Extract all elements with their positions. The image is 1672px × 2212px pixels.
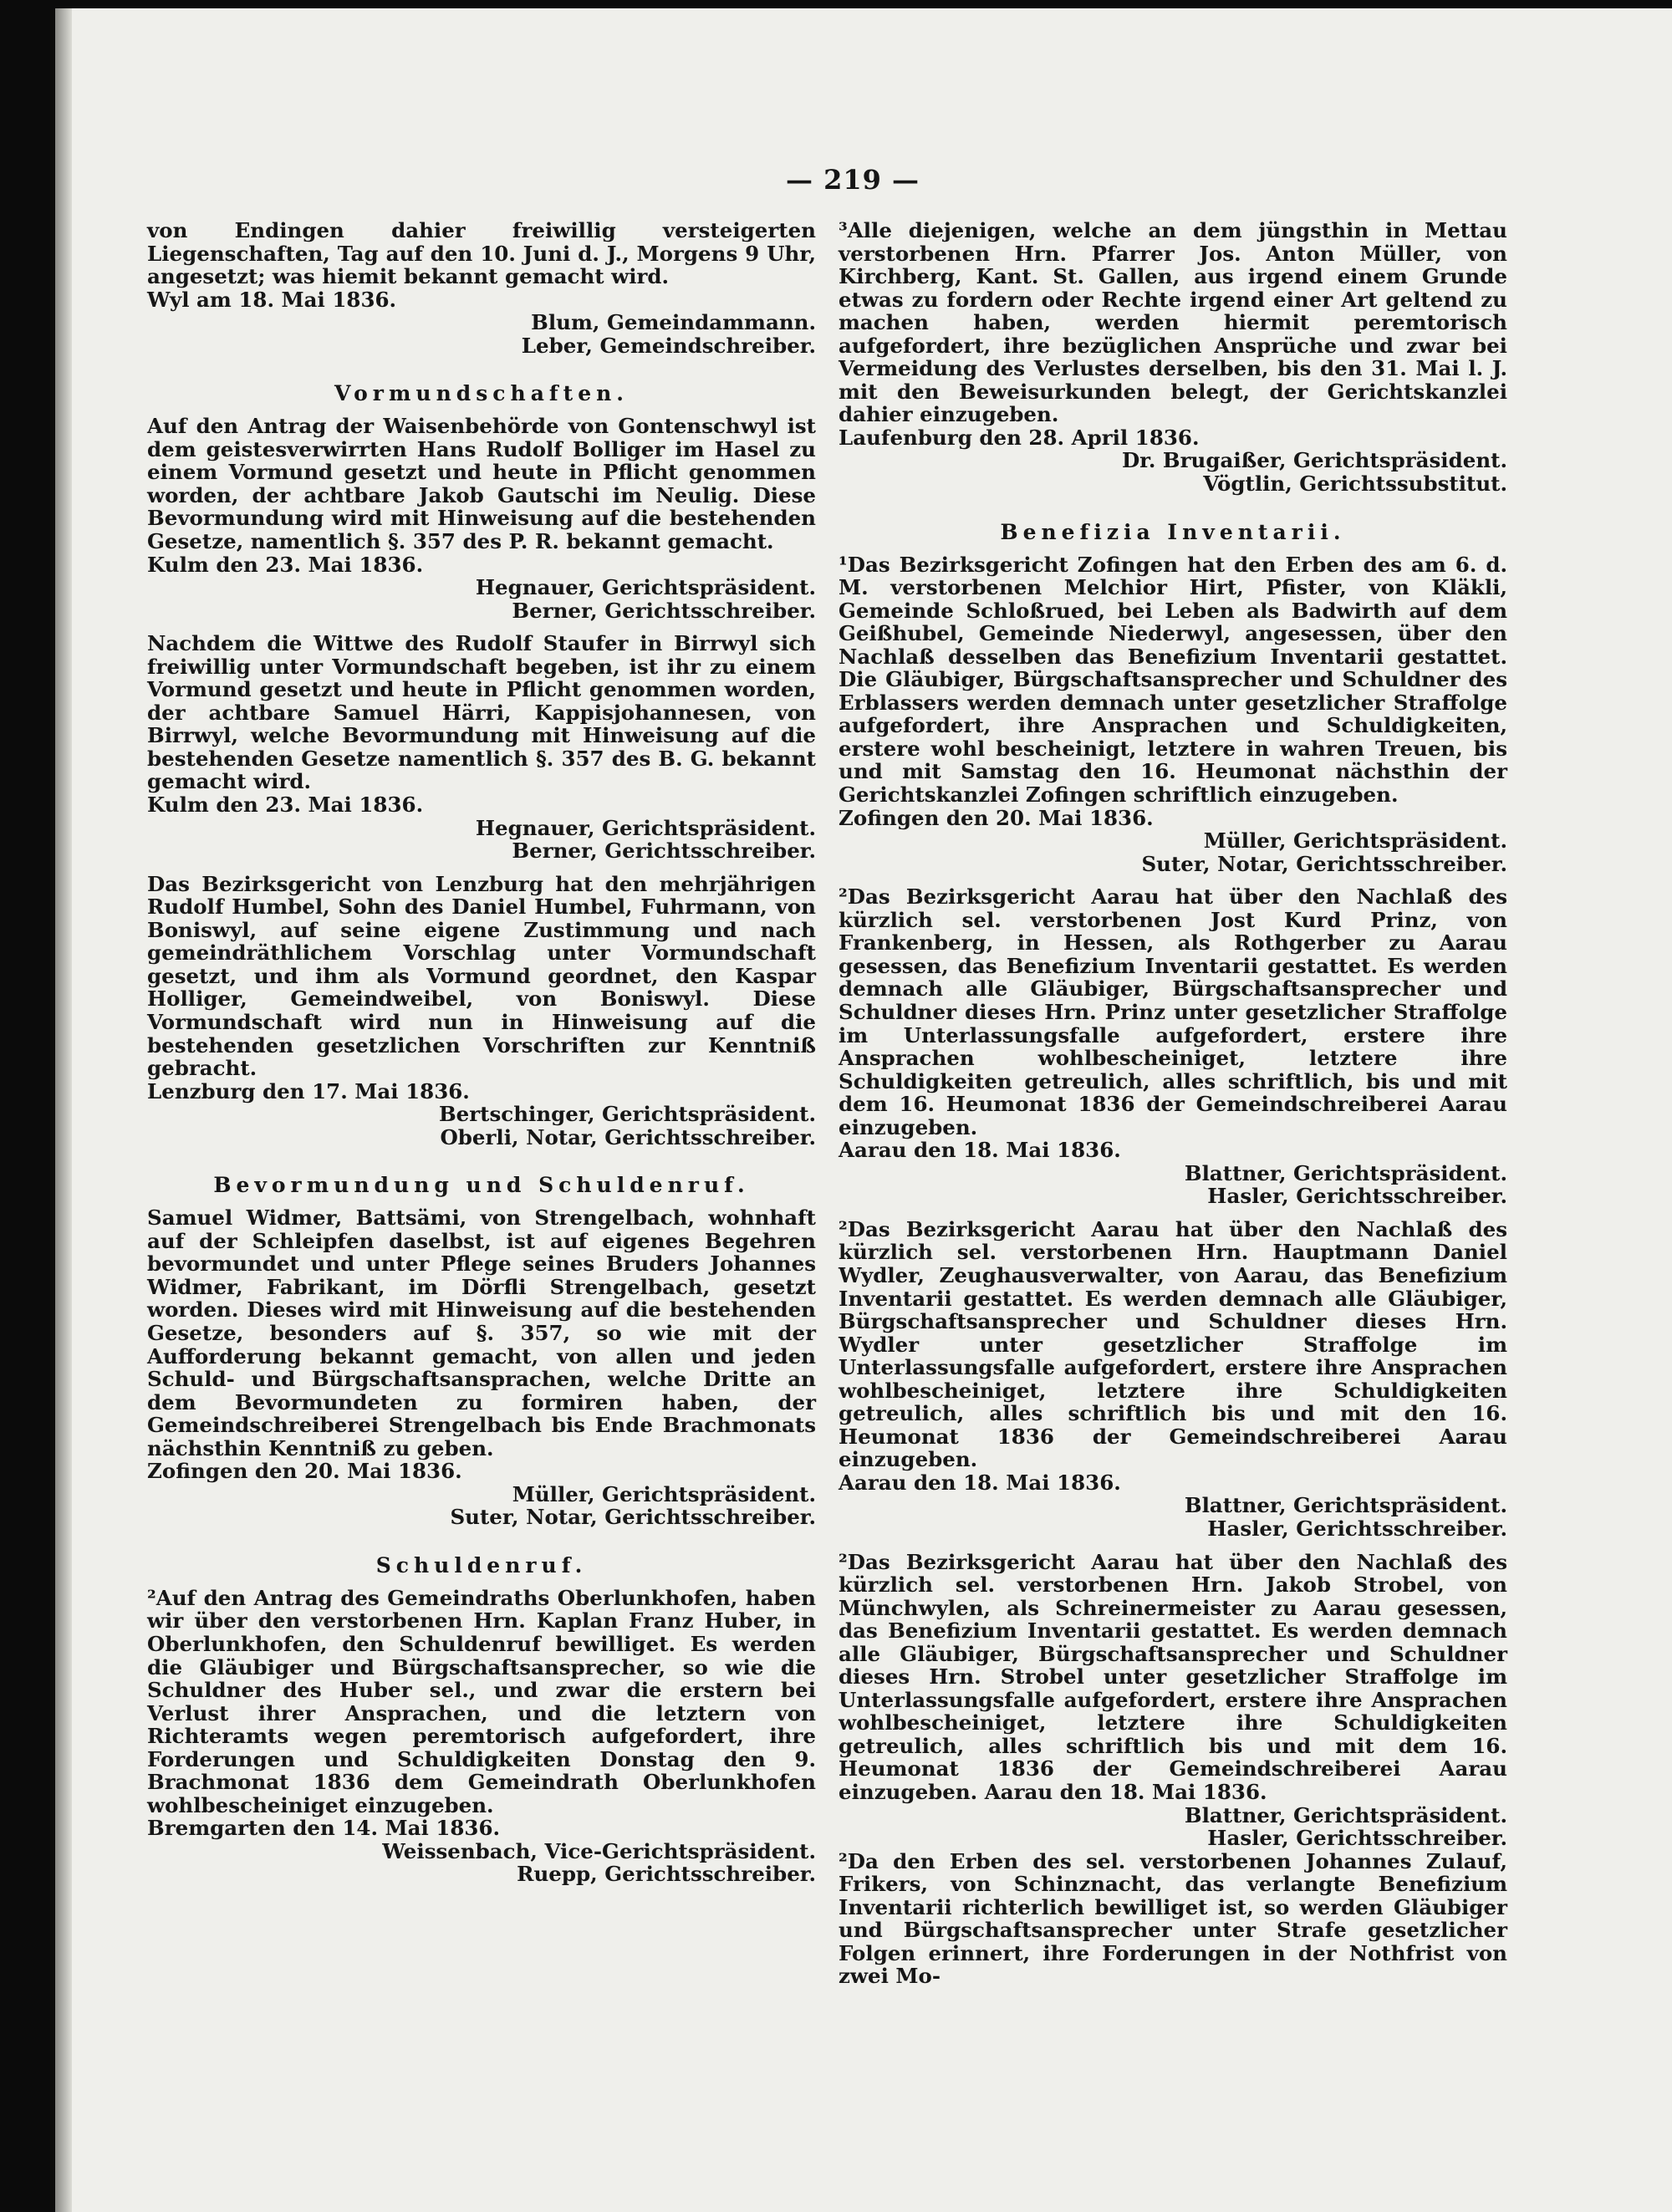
section-heading: Vormundschaften. [334,381,629,406]
notice-paragraph: Zofingen den 20. Mai 1836. [147,1459,462,1484]
right-column [839,219,1507,1988]
signature-line: Blattner, Gerichtspräsident. [1184,1160,1507,1185]
notice-paragraph: ¹Das Bezirksgericht Zofingen hat den Erben des am 6. d. M. verstorbenen Melchior Hirt, Pfister, von Kläkli, Gemeinde Schloßrued, bei Leben als Badwirth auf dem Geißhubel, Gemeinde Niederwyl, angesessen, über den Nachlaß desselben das Benefizium Inventarii gestattet. Die Gläubiger, Bürgschaftsansprecher und Schuldner des Erblassers werden demnach unter gesetzlicher Straffolge aufgefordert, ihre Ansprachen und Schuldigkeiten, erstere wohl bescheinigt, letztere in wahren Treuen, bis und mit Samstag den 16. Heumonat nächsthin der Gerichtskanzlei Zofingen schriftlich einzugeben. [839,552,1507,808]
notice-paragraph: ²Da den Erben des sel. verstorbenen Johannes Zulauf, Frikers, von Schinznacht, das verlangte Benefizium Inventarii richterlich bewilliget ist, so werden Gläubiger und Bürgschaftsansprecher unter Strafe gesetzlicher Folgen erinnert, ihre Forderungen in der Nothfrist von zwei Mo- [839,1848,1507,1989]
page-spine-shadow [55,8,72,2212]
signature-line: Müller, Gerichtspräsident. [1203,828,1507,854]
signature-line: Suter, Notar, Gerichtsschreiber. [450,1505,816,1530]
signature-line: Hasler, Gerichtsschreiber. [1207,1826,1507,1851]
spacer [839,543,1507,553]
signature-line: Oberli, Notar, Gerichtsschreiber. [440,1124,816,1149]
signature-line: Weissenbach, Vice-Gerichtspräsident. [382,1838,816,1863]
newspaper-page [55,8,1672,2212]
notice-paragraph: von Endingen dahier freiwillig versteigerten Liegenschaften, Tag auf den 10. Juni d. J., Morgens 9 Uhr, angesetzt; was hiemit bekannt gemacht wird. [147,218,816,289]
notice-paragraph: ³Alle diejenigen, welche an dem jüngsthin in Mettau verstorbenen Hrn. Pfarrer Jos. Anton Müller, von Kirchberg, Kant. St. Gallen, aus irgend einem Grunde etwas zu fordern oder Rechte irgend einer Art geltend zu machen haben, werden hiermit peremtorisch aufgefordert, ihre bezüglichen Ansprüche und zwar bei Vermeidung des Verlustes derselben, bis den 31. Mai l. J. mit den Beweisurkunden belegt, der Gerichtskanzlei dahier einzugeben. [839,218,1507,427]
spacer [839,1541,1507,1551]
notice-paragraph: Zofingen den 20. Mai 1836. [839,805,1154,830]
section-heading: Schuldenruf. [375,1552,588,1577]
notice-paragraph: Laufenburg den 28. April 1836. [839,425,1200,450]
signature-line: Bertschinger, Gerichtspräsident. [438,1102,816,1127]
signature-line: Blum, Gemeindammann. [531,310,816,335]
spacer [147,863,816,873]
signature-line: Hasler, Gerichtsschreiber. [1207,1516,1507,1541]
notice-paragraph: Kulm den 23. Mai 1836. [147,552,424,577]
signature-line: Hasler, Gerichtsschreiber. [1207,1184,1507,1209]
signature-line: Suter, Notar, Gerichtsschreiber. [1141,851,1507,876]
signature-line: Ruepp, Gerichtsschreiber. [517,1862,816,1887]
notice-paragraph: Wyl am 18. Mai 1836. [147,287,397,312]
left-column [147,219,816,1886]
signature-line: Hegnauer, Gerichtspräsident. [475,815,816,840]
page-number: — 219 — [785,164,920,196]
signature-line: Leber, Gemeindschreiber. [521,333,816,358]
notice-paragraph: ²Das Bezirksgericht Aarau hat über den Nachlaß des kürzlich sel. verstorbenen Hrn. Jakob Strobel, von Münchwylen, als Schreinermeister zu Aarau gesessen, das Benefizium Inventarii gestattet. Es werden demnach alle Gläubiger, Bürgschaftsansprecher und Schuldner dieses Hrn. Strobel unter gesetzlicher Straffolge im Unterlassungsfalle aufgefordert, erstere ihre Ansprachen wohlbescheiniget, letztere ihre Schuldigkeiten getreulich, alles schriftlich bis und mit dem 16. Heumonat 1836 der Gemeindschreiberei Aarau einzugeben. Aarau den 18. Mai 1836. [839,1549,1507,1804]
notice-paragraph: Auf den Antrag der Waisenbehörde von Gontenschwyl ist dem geistesverwirrten Hans Rudolf Bolliger im Hasel zu einem Vormund gesetzt und heute in Pflicht genommen worden, der achtbare Jakob Gautschi im Neulig. Diese Bevormundung wird mit Hinweisung auf die bestehenden Gesetze, namentlich §. 357 des P. R. bekannt gemacht. [147,414,816,554]
notice-paragraph: Bremgarten den 14. Mai 1836. [147,1816,501,1841]
notice-paragraph: ²Das Bezirksgericht Aarau hat über den Nachlaß des kürzlich sel. verstorbenen Hrn. Hauptmann Daniel Wydler, Zeughausverwalter, von Aarau, das Benefizium Inventarii gestattet. Es werden demnach alle Gläubiger, Bürgschaftsansprecher und Schuldner dieses Hrn. Wydler unter gesetzlicher Straffolge im Unterlassungsfalle aufgefordert, erstere ihre Ansprachen wohlbescheiniget, letztere ihre Schuldigkeiten getreulich, alles schriftlich bis und mit den 16. Heumonat 1836 der Gemeindschreiberei Aarau einzugeben. [839,1216,1507,1472]
signature-line: Blattner, Gerichtspräsident. [1184,1802,1507,1827]
signature-line: Hegnauer, Gerichtspräsident. [475,575,816,600]
signature-line: Müller, Gerichtspräsident. [512,1481,816,1506]
notice-paragraph: Kulm den 23. Mai 1836. [147,793,424,818]
spacer [839,496,1507,521]
signature-line: Vögtlin, Gerichtssubstitut. [1203,471,1507,497]
notice-paragraph: ²Das Bezirksgericht Aarau hat über den Nachlaß des kürzlich sel. verstorbenen Jost Kurd Prinz, von Frankenberg, in Hessen, als Rothgerber zu Aarau gesessen, das Benefizium Inventarii gestattet. Es werden demnach alle Gläubiger, Bürgschaftsansprecher und Schuldner dieses Hrn. Prinz unter gesetzlicher Straffolge im Unterlassungsfalle aufgefordert, erstere ihre Ansprachen wohlbescheiniget, letztere ihre Schuldigkeiten getreulich, alles schriftlich, bis und mit dem 16. Heumonat 1836 der Gemeindschreiberei Aarau einzugeben. [839,884,1507,1139]
notice-paragraph: Aarau den 18. Mai 1836. [839,1470,1121,1495]
signature-line: Berner, Gerichtsschreiber. [512,598,816,623]
notice-paragraph: Samuel Widmer, Battsämi, von Strengelbach, wohnhaft auf der Schleipfen daselbst, ist auf eigenes Begehren bevormundet und unter Pflege seines Bruders Johannes Widmer, Fabrikant, im Dörfli Strengelbach, gesetzt worden. Dieses wird mit Hinweisung auf die bestehenden Gesetze, besonders auf §. 357, so wie mit der Aufforderung bekannt gemacht, von allen und jeden Schuld- und Bürgschaftsansprachen, welche Dritte an dem Bevormundeten zu formiren haben, der Gemeindschreiberei Strengelbach bis Ende Brachmonats nächsthin Kenntniß zu geben. [147,1205,816,1460]
notice-paragraph: Aarau den 18. Mai 1836. [839,1138,1121,1163]
spacer [147,1529,816,1554]
notice-paragraph: ²Auf den Antrag des Gemeindraths Oberlunkhofen, haben wir über den verstorbenen Hrn. Kaplan Franz Huber, in Oberlunkhofen, den Schuldenruf bewilliget. Es werden die Gläubiger und Bürgschaftsansprecher, so wie die Schuldner des Huber sel., und zwar die erstern bei Verlust ihrer Ansprachen, und die letztern von Richteramts wegen peremtorisch aufgefordert, ihre Forderungen und Schuldigkeiten Donstag den 9. Brachmonat 1836 dem Gemeindrath Oberlunkhofen wohlbescheiniget einzugeben. [147,1585,816,1817]
signature-line: Dr. Brugaißer, Gerichtspräsident. [1121,448,1507,473]
signature-line: Blattner, Gerichtspräsident. [1184,1493,1507,1518]
section-heading: Benefizia Inventarii. [1000,519,1346,544]
notice-paragraph: Das Bezirksgericht von Lenzburg hat den mehrjährigen Rudolf Humbel, Sohn des Daniel Humbel, Fuhrmann, von Boniswyl, auf seine eigene Zustimmung und nach gemeindräthlichem Vorschlag unter Vormundschaft gesetzt, und ihm als Vormund geordnet, den Kaspar Holliger, Gemeindweibel, von Boniswyl. Diese Vormundschaft wird nun in Hinweisung auf die bestehenden gesetzlichen Vorschriften zur Kenntniß gebracht. [147,871,816,1081]
spacer [147,357,816,382]
section-heading: Bevormundung und Schuldenruf. [213,1173,750,1198]
notice-paragraph: Nachdem die Wittwe des Rudolf Staufer in Birrwyl sich freiwillig unter Vormundschaft begeben, ist ihr zu einem Vormund gesetzt und heute in Pflicht genommen worden, der achtbare Samuel Härri, Kappisjohannesen, von Birrwyl, welche Bevormundung mit Hinweisung auf die bestehenden Gesetze namentlich §. 357 des B. G. bekannt gemacht wird. [147,631,816,794]
signature-line: Berner, Gerichtsschreiber. [512,838,816,864]
notice-paragraph: Lenzburg den 17. Mai 1836. [147,1078,470,1103]
spacer [147,1149,816,1174]
